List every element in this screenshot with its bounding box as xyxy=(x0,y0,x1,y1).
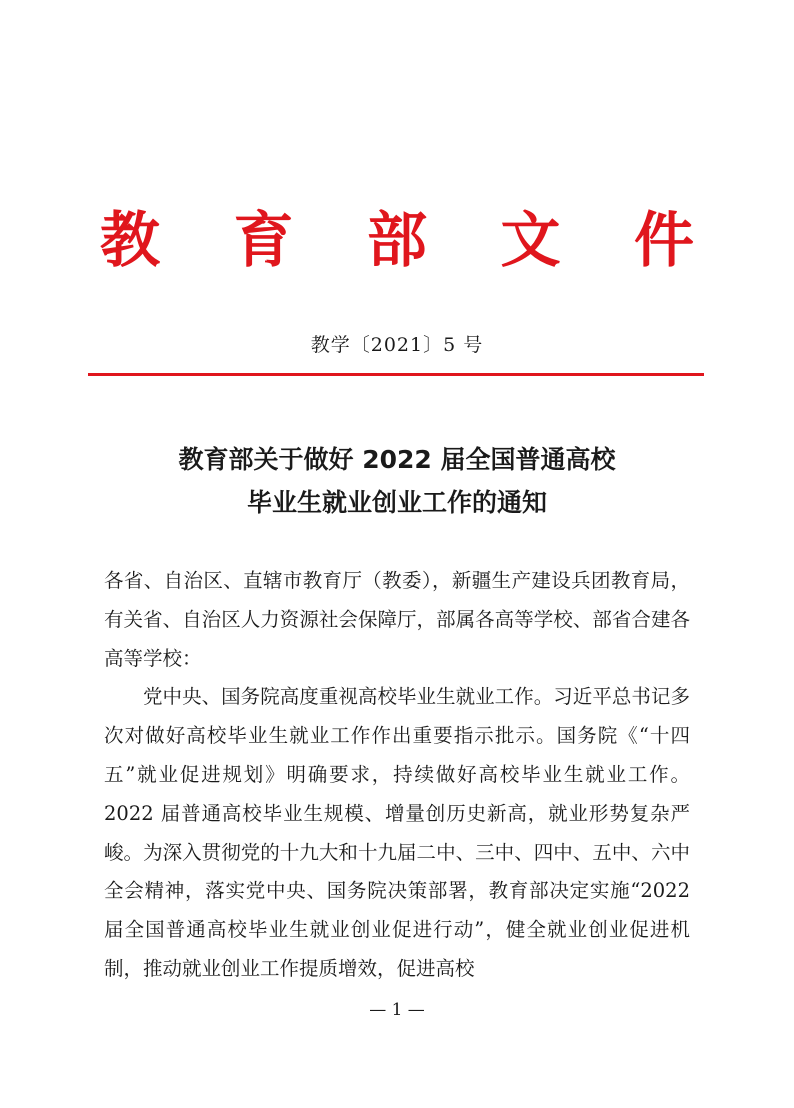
red-divider xyxy=(88,373,704,376)
masthead-char: 件 xyxy=(634,206,694,276)
masthead-char: 文 xyxy=(500,206,561,276)
masthead-char: 教 xyxy=(100,206,160,276)
document-body xyxy=(104,562,690,989)
addressees: 各省、自治区、直辖市教育厅（教委），新疆生产建设兵团教育局，有关省、自治区人力资源社会保障厅，部属各高等学校、部省合建各高等学校： xyxy=(104,569,690,670)
page-number: — 1 — xyxy=(369,1000,425,1020)
title-line-1: 教育部关于做好 2022 届全国普通高校 xyxy=(178,445,616,474)
masthead-char: 育 xyxy=(233,206,294,276)
masthead-char: 部 xyxy=(367,206,427,276)
body-paragraph: 党中央、国务院高度重视高校毕业生就业工作。习近平总书记多次对做好高校毕业生就业工作作出重要指示批示。国务院《“十四五”就业促进规划》明确要求，持续做好高校毕业生就业工作。2022 届普通高校毕业生规模、增量创历史新高，就业形势复杂严峻。为深入贯彻党的十九大和十九届二中、三中、四中、五中、六中全会精神，落实党中央、国务院决策部署，教育部决定实施“2022 届全国普通高校毕业生就业创业促进行动”，健全就业创业促进机制，推动就业创业工作提质增效，促进高校 xyxy=(104,685,690,980)
masthead xyxy=(100,198,694,284)
document-number: 教学〔2021〕5 号 xyxy=(310,334,484,356)
title-line-2: 毕业生就业创业工作的通知 xyxy=(246,488,547,517)
document-title xyxy=(0,438,794,524)
